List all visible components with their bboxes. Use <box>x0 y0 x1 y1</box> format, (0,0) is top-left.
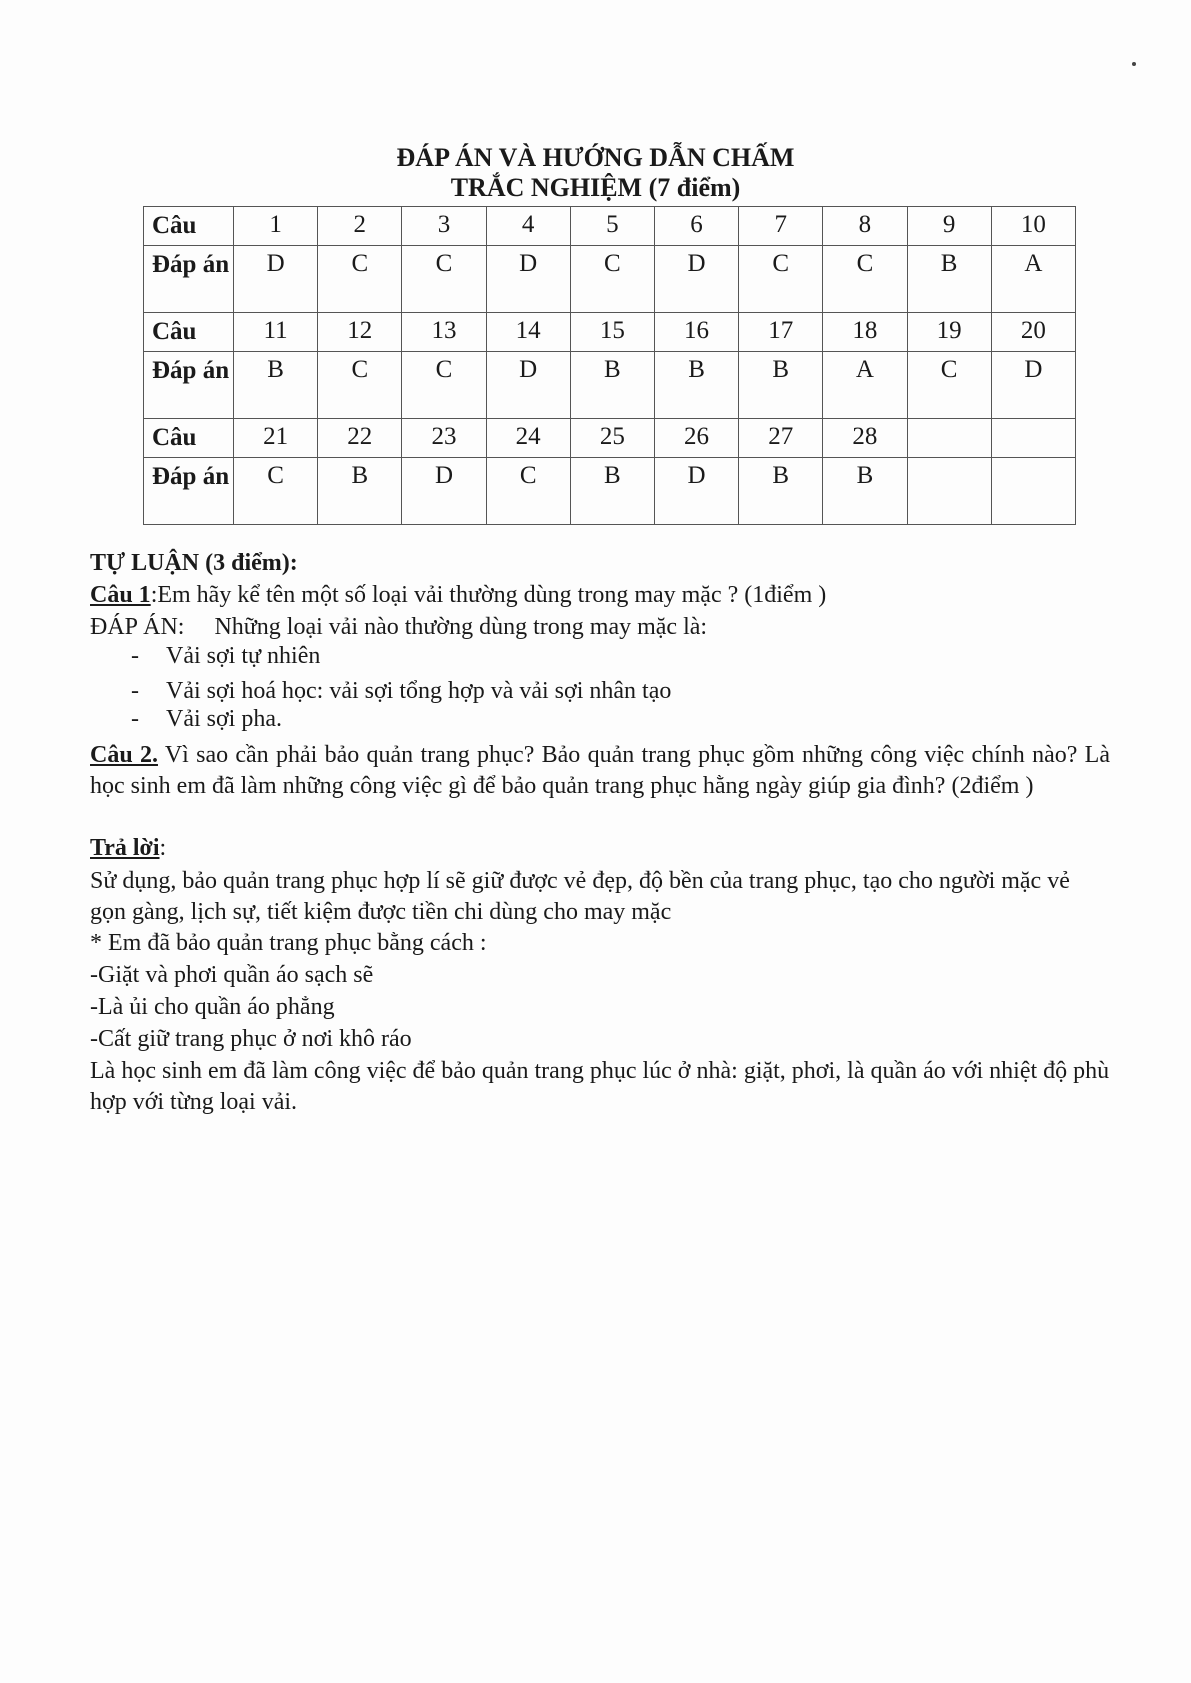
answer-cell: B <box>570 458 654 525</box>
answer-cell: C <box>739 246 823 313</box>
answer-cell: D <box>486 246 570 313</box>
answer-row-label: Đáp án <box>144 458 234 525</box>
question-number-cell: 22 <box>318 419 402 458</box>
question-number-cell: 1 <box>234 207 318 246</box>
question-number-cell: 25 <box>570 419 654 458</box>
question-number-cell: 27 <box>739 419 823 458</box>
answer-cell: D <box>486 352 570 419</box>
scan-speck <box>1132 62 1136 66</box>
question-number-cell: 17 <box>739 313 823 352</box>
answer-2-paragraph-1: Sử dụng, bảo quản trang phục hợp lí sẽ giữ được vẻ đẹp, độ bền của trang phục, tạo cho người mặc vẻ gọn gàng, lịch sự, tiết kiệm được tiền chi dùng cho may mặc <box>90 868 1070 925</box>
answer-row <box>144 246 1076 313</box>
document-title: ĐÁP ÁN VÀ HƯỚNG DẪN CHẤM <box>396 143 795 172</box>
list-item: - Vải sợi tự nhiên <box>131 643 321 669</box>
question-number-cell: 3 <box>402 207 486 246</box>
answer-cell: B <box>739 458 823 525</box>
question-number-cell: 8 <box>823 207 907 246</box>
question-2-text: Vì sao cần phải bảo quản trang phục? Bảo quản trang phục gồm những công việc chính nào? Là học sinh em đã làm những công việc gì để bảo quản trang phục hằng ngày giúp gia đình? (2điểm ) <box>90 742 1110 799</box>
answer-cell: C <box>402 352 486 419</box>
question-number-cell: 9 <box>907 207 991 246</box>
question-number-cell: 11 <box>234 313 318 352</box>
question-1-text: :Em hãy kể tên một số loại vải thường dùng trong may mặc ? (1điểm ) <box>150 582 827 608</box>
answer-2-heading: Trả lời: <box>90 835 167 861</box>
essay-heading: TỰ LUẬN (3 điểm): <box>90 550 298 576</box>
answer-row-label: Đáp án <box>144 246 234 313</box>
question-row <box>144 207 1076 246</box>
question-row-label: Câu <box>144 207 234 246</box>
question-number-cell <box>907 419 991 458</box>
question-number-cell: 28 <box>823 419 907 458</box>
answer-cell: B <box>907 246 991 313</box>
answer-2-line-2: -Giặt và phơi quần áo sạch sẽ <box>90 962 374 988</box>
answer-1 <box>90 612 1110 643</box>
question-row-label: Câu <box>144 313 234 352</box>
question-number-cell: 20 <box>991 313 1075 352</box>
question-number-cell: 19 <box>907 313 991 352</box>
list-item: - Vải sợi pha. <box>131 706 283 732</box>
question-number-cell: 10 <box>991 207 1075 246</box>
question-number-cell: 6 <box>654 207 738 246</box>
answer-cell: B <box>823 458 907 525</box>
question-row <box>144 419 1076 458</box>
question-number-cell: 14 <box>486 313 570 352</box>
answer-cell: D <box>654 246 738 313</box>
answer-1-intro: Những loại vải nào thường dùng trong may mặc là: <box>214 614 708 640</box>
answer-cell: A <box>823 352 907 419</box>
question-number-cell: 18 <box>823 313 907 352</box>
question-number-cell: 26 <box>654 419 738 458</box>
answer-table <box>143 206 1076 525</box>
list-item: - Vải sợi hoá học: vải sợi tổng hợp và vải sợi nhân tạo <box>131 678 672 704</box>
answer-2-line-1: * Em đã bảo quản trang phục bằng cách : <box>90 930 487 956</box>
answer-cell: B <box>739 352 823 419</box>
answer-cell: D <box>991 352 1075 419</box>
answer-cell: C <box>234 458 318 525</box>
question-number-cell: 23 <box>402 419 486 458</box>
answer-1-label: ĐÁP ÁN: <box>90 614 185 640</box>
question-2 <box>90 740 1110 802</box>
question-row-label: Câu <box>144 419 234 458</box>
answer-row <box>144 352 1076 419</box>
answer-cell: C <box>318 246 402 313</box>
answer-cell <box>991 458 1075 525</box>
answer-cell: D <box>654 458 738 525</box>
answer-cell: A <box>991 246 1075 313</box>
answer-row <box>144 458 1076 525</box>
question-number-cell: 7 <box>739 207 823 246</box>
question-row <box>144 313 1076 352</box>
answer-2-paragraph-2: Là học sinh em đã làm công việc để bảo quản trang phục lúc ở nhà: giặt, phơi, là quần áo với nhiệt độ phù hợp với từng loại vải. <box>90 1058 1110 1115</box>
question-number-cell: 5 <box>570 207 654 246</box>
answer-cell: C <box>823 246 907 313</box>
answer-2-line-4: -Cất giữ trang phục ở nơi khô ráo <box>90 1026 412 1052</box>
question-1 <box>90 580 1110 611</box>
question-number-cell <box>991 419 1075 458</box>
question-number-cell: 16 <box>654 313 738 352</box>
answer-cell: C <box>907 352 991 419</box>
answer-cell: D <box>234 246 318 313</box>
question-number-cell: 21 <box>234 419 318 458</box>
answer-cell: D <box>402 458 486 525</box>
question-number-cell: 13 <box>402 313 486 352</box>
answer-cell <box>907 458 991 525</box>
question-number-cell: 4 <box>486 207 570 246</box>
answer-row-label: Đáp án <box>144 352 234 419</box>
question-number-cell: 24 <box>486 419 570 458</box>
answer-cell: B <box>570 352 654 419</box>
section-title-multiple-choice: TRẮC NGHIỆM (7 điểm) <box>450 173 741 202</box>
question-2-label: Câu 2. <box>90 742 158 768</box>
answer-cell: C <box>402 246 486 313</box>
question-number-cell: 2 <box>318 207 402 246</box>
answer-cell: C <box>486 458 570 525</box>
answer-cell: B <box>234 352 318 419</box>
question-number-cell: 15 <box>570 313 654 352</box>
answer-cell: B <box>654 352 738 419</box>
answer-cell: C <box>318 352 402 419</box>
answer-2-label: Trả lời <box>90 835 160 861</box>
answer-2-line-3: -Là ủi cho quần áo phẳng <box>90 994 335 1020</box>
question-1-label: Câu 1 <box>90 582 151 608</box>
answer-cell: C <box>570 246 654 313</box>
question-number-cell: 12 <box>318 313 402 352</box>
answer-cell: B <box>318 458 402 525</box>
